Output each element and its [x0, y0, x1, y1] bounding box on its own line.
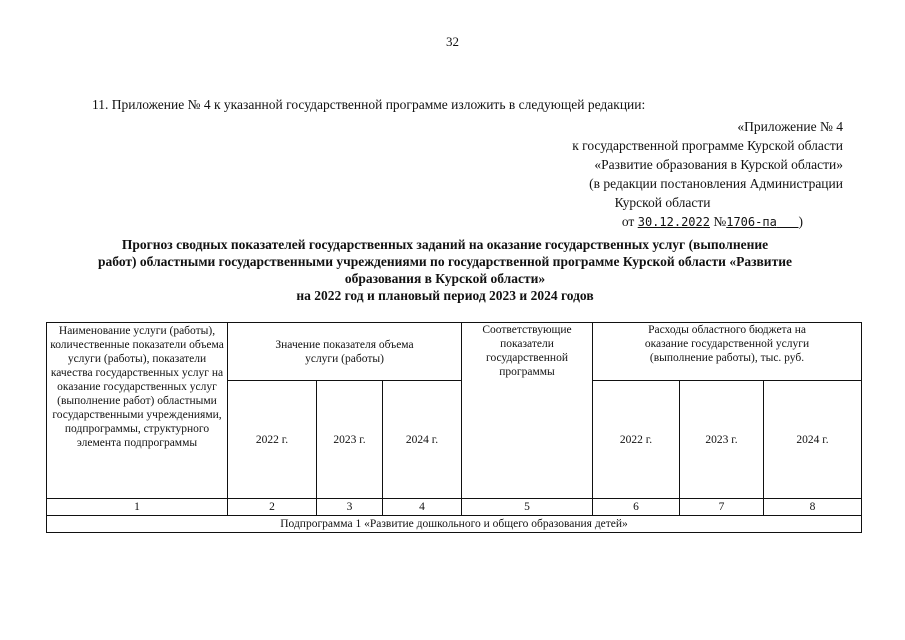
column-number: 8	[764, 499, 862, 516]
year-2022-budget: 2022 г.	[593, 381, 680, 499]
appendix-line-3: «Развитие образования в Курской области»	[594, 157, 843, 172]
header-service-name: Наименование услуги (работы), количественные показатели объема услуги (работы), показатели качества государственных услуг на оказание государственных услуг (выполнение работ) областными государственными учреждениями, подпрограммы, структурного элемента подпрограммы	[47, 323, 228, 499]
appendix-line-5: Курской области	[614, 195, 711, 210]
title-line-3: образования в Курской области»	[344, 271, 546, 286]
closing-bracket: )	[798, 214, 803, 229]
appendix-line-4: (в редакции постановления Администрации	[589, 176, 843, 191]
year-2024-volume: 2024 г.	[383, 381, 462, 499]
header-program-indicators: Соответствующие показатели государственной программы	[462, 323, 593, 499]
number-label: №	[713, 214, 727, 229]
appendix-date-line	[572, 212, 843, 232]
from-label: от	[621, 214, 635, 229]
title-line-2: работ) областными государственными учреждениями по государственной программе Курской области «Развитие	[98, 254, 792, 269]
subprogram-row: Подпрограмма 1 «Развитие дошкольного и общего образования детей»	[47, 516, 862, 533]
appendix-line-1: «Приложение № 4	[737, 119, 843, 134]
column-number: 7	[680, 499, 764, 516]
title-line-4: на 2022 год и плановый период 2023 и 2024 годов	[296, 288, 594, 303]
header-budget-expenses: Расходы областного бюджета на оказание государственной услуги (выполнение работы), тыс. руб.	[593, 323, 862, 381]
column-number: 3	[317, 499, 383, 516]
intro-paragraph: 11. Приложение № 4 к указанной государственной программе изложить в следующей редакции:	[92, 97, 646, 112]
page-number: 32	[446, 34, 459, 49]
decree-number: 1706-па	[726, 215, 777, 229]
year-2023-budget: 2023 г.	[680, 381, 764, 499]
header-volume-values: Значение показателя объема услуги (работы)	[228, 323, 462, 381]
column-number: 2	[228, 499, 317, 516]
year-2024-budget: 2024 г.	[764, 381, 862, 499]
column-number: 6	[593, 499, 680, 516]
appendix-line-2: к государственной программе Курской области	[572, 138, 843, 153]
column-number: 5	[462, 499, 593, 516]
column-number: 1	[47, 499, 228, 516]
document-title	[45, 236, 845, 304]
year-2023-volume: 2023 г.	[317, 381, 383, 499]
appendix-block	[572, 117, 843, 232]
year-2022-volume: 2022 г.	[228, 381, 317, 499]
decree-date: 30.12.2022	[637, 215, 710, 229]
indicators-table	[46, 322, 862, 533]
column-number: 4	[383, 499, 462, 516]
title-line-1: Прогноз сводных показателей государственных заданий на оказание государственных услуг (выполнение	[121, 237, 769, 252]
